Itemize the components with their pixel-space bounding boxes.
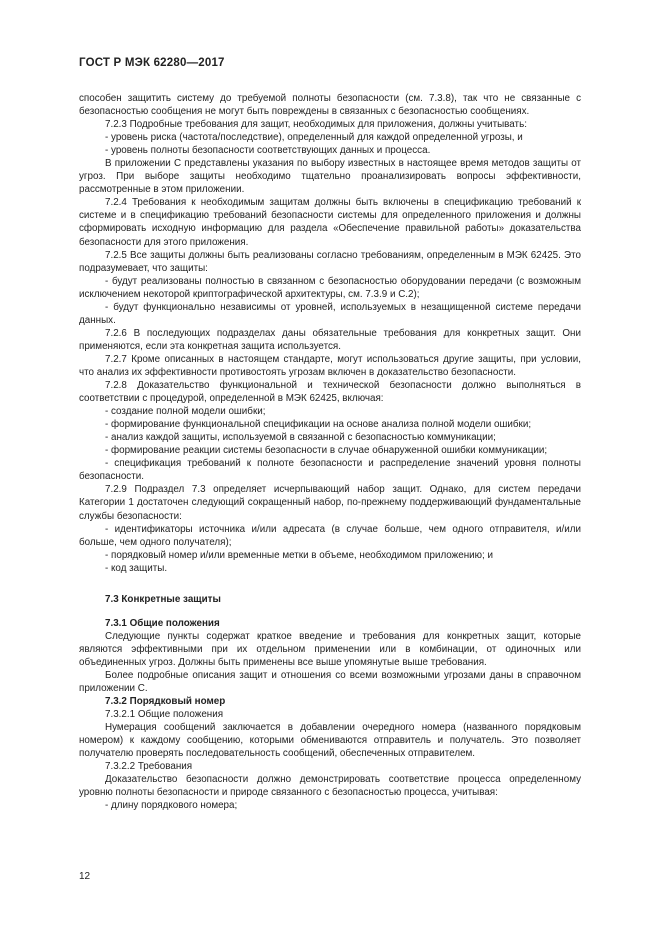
list-item: - идентификаторы источника и/или адресата (в случае больше, чем одного отправителя, и/или больше, чем одного получателя); [79, 523, 581, 548]
list-item: - длину порядкового номера; [105, 800, 238, 812]
subsubsection-heading: 7.3.2.1 Общие положения [105, 709, 224, 721]
paragraph: Более подробные описания защит и отношения со всеми возможными угрозами даны в справочном приложении С. [79, 669, 581, 695]
section-heading: 7.3 Конкретные защиты [105, 593, 221, 605]
list-item: - порядковый номер и/или временные метки в объеме, необходимом приложению; и [105, 549, 494, 561]
list-item: - анализ каждой защиты, используемой в связанной с безопасностью коммуникации; [105, 432, 496, 444]
document-header: ГОСТ Р МЭК 62280—2017 [79, 57, 225, 69]
subsubsection-heading: 7.3.2.2 Требования [105, 761, 193, 773]
list-item: - спецификация требований к полноте безопасности и распределение значений уровня полноты безопасности. [79, 458, 581, 483]
list-item: - формирование функциональной спецификации на основе анализа полной модели ошибки; [105, 419, 532, 431]
paragraph: В приложении С представлены указания по выбору известных в настоящее время методов защиты от угроз. При выборе защиты необходимо тщательно проанализировать вопросы эффективности, рассмотренные в этом приложении. [79, 158, 581, 196]
paragraph: Нумерация сообщений заключается в добавлении очередного номера (названного порядковым номером) к каждому сообщению, которыми обмениваются отправитель и получатель. Это позволяет получателю проверять последовательность сообщений, обеспеченных отправителем. [79, 722, 581, 760]
list-item: - формирование реакции системы безопасности в случае обнаруженной ошибки коммуникации; [105, 445, 548, 457]
list-item: - создание полной модели ошибки; [105, 406, 266, 418]
list-item: - будут реализованы полностью в связанном с безопасностью оборудовании передачи (с возможным исключением некоторой криптографической архитектуры, см. 7.3.9 и С.2); [79, 275, 581, 300]
paragraph: 7.2.8 Доказательство функциональной и технической безопасности должно выполняться в соответствии с процедурой, определенной в МЭК 62425, включая: [79, 380, 581, 405]
subsection-heading: 7.3.2 Порядковый номер [105, 696, 226, 708]
list-item: - уровень риска (частота/последствие), определенный для каждой определенной угрозы, и [105, 132, 523, 144]
subsection-heading: 7.3.1 Общие положения [105, 617, 220, 629]
paragraph: 7.2.7 Кроме описанных в настоящем стандарте, могут использоваться другие защиты, при условии, что анализ их эффективности противостоять угрозам включен в доказательство безопасности. [79, 353, 581, 378]
list-item: - уровень полноты безопасности соответствующих данных и процесса. [105, 145, 431, 157]
paragraph: Доказательство безопасности должно демонстрировать соответствие процесса определенному уровню полноты безопасности и природе связанного с безопасностью процесса, учитывая: [79, 774, 581, 799]
paragraph: 7.2.3 Подробные требования для защит, необходимых для приложения, должны учитывать: [105, 119, 527, 131]
list-item: - код защиты. [105, 562, 168, 574]
paragraph: 7.2.6 В последующих подразделах даны обязательные требования для конкретных защит. Они применяются, если эта конкретная защита используется. [79, 327, 581, 352]
document-body [79, 92, 581, 812]
paragraph: Следующие пункты содержат краткое введение и требования для конкретных защит, которые являются эффективными при их отдельном применении или в комбинации, от одиночных или объединенных угроз. Должны быть применены все выше упомянутые выше требования. [79, 630, 581, 668]
page-number: 12 [79, 871, 91, 882]
list-item: - будут функционально независимы от уровней, используемых в незащищенной системе передачи данных. [79, 301, 581, 326]
paragraph: 7.2.9 Подраздел 7.3 определяет исчерпывающий набор защит. Однако, для систем передачи Категории 1 достаточен следующий сокращенный набор, по-прежнему поддерживающий фундаментальные службы безопасности: [79, 484, 581, 522]
paragraph: 7.2.5 Все защиты должны быть реализованы согласно требованиям, определенным в МЭК 62425. Это подразумевает, что защиты: [79, 249, 581, 274]
paragraph: способен защитить систему до требуемой полноты безопасности (см. 7.3.8), так что не связанные с безопасностью сообщения не могут быть повреждены в связанных с безопасностью сообщениях. [79, 93, 581, 118]
paragraph: 7.2.4 Требования к необходимым защитам должны быть включены в спецификацию требований к системе и в спецификацию требований безопасности системы для определенного приложения и должны сформировать исходную информацию для раздела «Обеспечение правильной работы» доказательства безопасности для этого приложения. [79, 197, 581, 248]
